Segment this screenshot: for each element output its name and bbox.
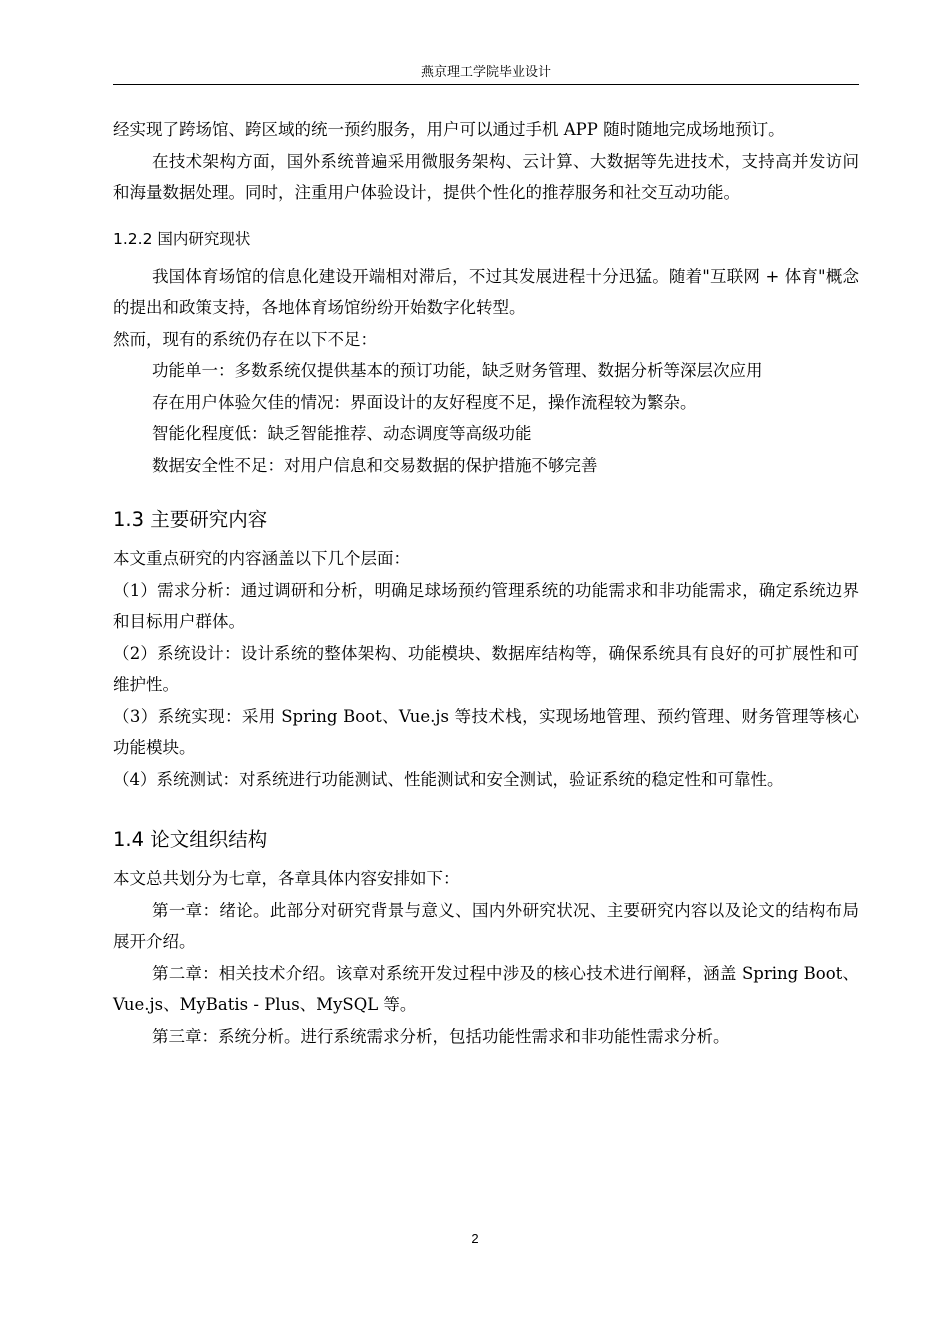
page-number: 2	[471, 1231, 479, 1246]
section-heading-1-3: 1.3 主要研究内容	[113, 508, 268, 531]
paragraph: 本文重点研究的内容涵盖以下几个层面：	[113, 549, 410, 568]
list-item: 存在用户体验欠佳的情况：界面设计的友好程度不足，操作流程较为繁杂。	[152, 392, 697, 412]
list-item: （4）系统测试：对系统进行功能测试、性能测试和安全测试，验证系统的稳定性和可靠性。	[113, 769, 784, 789]
paragraph: 我国体育场馆的信息化建设开端相对滞后，不过其发展进程十分迅猛。随着"互联网 + 体育"概念的提出和政策支持，各地体育场馆纷纷开始数字化转型。	[113, 266, 859, 317]
list-item: 智能化程度低：缺乏智能推荐、动态调度等高级功能	[152, 424, 532, 443]
list-item: 数据安全性不足：对用户信息和交易数据的保护措施不够完善	[152, 455, 598, 475]
paragraph: 第二章：相关技术介绍。该章对系统开发过程中涉及的核心技术进行阐释，涵盖 Spring Boot、Vue.js、MyBatis - Plus、MySQL 等。	[113, 963, 859, 1014]
paragraph: 本文总共划分为七章，各章具体内容安排如下：	[113, 869, 460, 888]
paragraph: 在技术架构方面，国外系统普遍采用微服务架构、云计算、大数据等先进技术，支持高并发访问和海量数据处理。同时，注重用户体验设计，提供个性化的推荐服务和社交互动功能。	[113, 151, 859, 202]
list-item: （1）需求分析：通过调研和分析，明确足球场预约管理系统的功能需求和非功能需求，确定系统边界和目标用户群体。	[113, 580, 859, 631]
paragraph: 然而，现有的系统仍存在以下不足：	[113, 329, 377, 349]
page-body	[113, 114, 859, 1052]
page-header: 燕京理工学院毕业设计	[113, 62, 859, 85]
paragraph: 第三章：系统分析。进行系统需求分析，包括功能性需求和非功能性需求分析。	[152, 1026, 730, 1046]
subsection-heading-1-2-2: 1.2.2 国内研究现状	[113, 229, 251, 248]
section-heading-1-4: 1.4 论文组织结构	[113, 828, 268, 851]
list-item: （3）系统实现：采用 Spring Boot、Vue.js 等技术栈，实现场地管理、预约管理、财务管理等核心功能模块。	[113, 706, 859, 757]
paragraph: 第一章：绪论。此部分对研究背景与意义、国内外研究状况、主要研究内容以及论文的结构布局展开介绍。	[113, 900, 859, 951]
list-item: 功能单一：多数系统仅提供基本的预订功能，缺乏财务管理、数据分析等深层次应用	[152, 361, 763, 380]
paragraph: 经实现了跨场馆、跨区域的统一预约服务，用户可以通过手机 APP 随时随地完成场地预订。	[113, 120, 785, 139]
list-item: （2）系统设计：设计系统的整体架构、功能模块、数据库结构等，确保系统具有良好的可扩展性和可维护性。	[113, 643, 859, 694]
